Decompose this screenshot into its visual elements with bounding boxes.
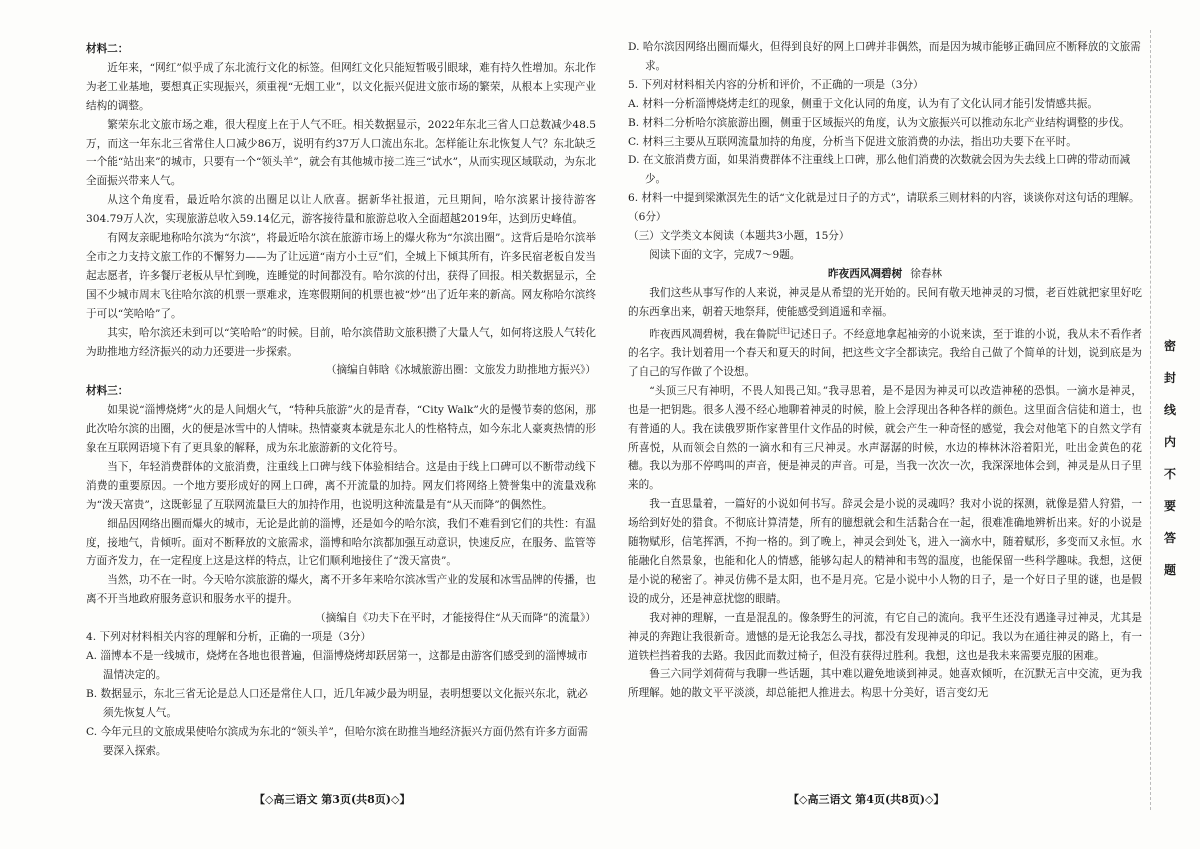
- material-2-paragraph: 有网友亲昵地称哈尔滨为“尔滨”，将最近哈尔滨在旅游市场上的爆火称为“尔滨出圈”。这背后是哈尔滨举全市之力支持文旅工作的不懈努力——为了让远道“南方小土豆”们，全城上下倾其所有，许多民宿老板自发当起志愿者，许多餐厅老板从早忙到晚，连睡觉的时间都没有。哈尔滨的付出，获得了回报。相关数据显示，全国不少城市周末飞往哈尔滨的机票一票难求，连寒假期间的机票也被“炒”出了近年来的新高。网友称哈尔滨终于可以“笑哈哈”了。: [86, 232, 596, 320]
- binding-divider: [1150, 30, 1151, 810]
- page-4-footer: 【◇高三语文 第4页(共8页)◇】: [788, 793, 945, 806]
- binding-char: 封: [1163, 371, 1176, 385]
- page-3-column: [86, 38, 596, 760]
- page-4-column: [628, 38, 1142, 703]
- essay-paragraph: 我对神的理解，一直是混乱的。像条野生的河流，有它自己的流向。我平生还没有遇逢寻过神灵，尤其是神灵的奔跑让我很新奇。遗憾的是无论我怎么寻找，都没有发现神灵的印记。我以为在通往神灵的路上，有一道铁栏挡着我的去路。我因此而数过椅子，但没有获得过胜利。我想，这也是我未来需要克服的困难。: [628, 611, 1142, 662]
- binding-char: 答: [1163, 531, 1176, 545]
- material-3-source: （摘编自《功夫下在平时，才能接得住“从天而降”的流量》）: [315, 612, 596, 625]
- binding-notice: [1160, 330, 1180, 586]
- question-6: 6. 材料一中提到梁漱溟先生的话“文化就是过日子的方式”，请联系三则材料的内容，谈谈你对这句话的理解。（6分）: [628, 192, 1140, 224]
- material-3-paragraph: 细品因网络出圈而爆火的城市，无论是此前的淄博，还是如今的哈尔滨，我们不难看到它们的共性：有温度，接地气，肯倾听。面对不断释放的文旅需求，淄博和哈尔滨都加强互动意识，快速反应，在服务、监管等方面齐发力，在一定程度上这是这样的特点，让它们顺利地接住了“泼天富贵”。: [86, 517, 596, 568]
- material-2-paragraph: 其实，哈尔滨还未到可以“笑哈哈”的时候。目前，哈尔滨借助文旅积攒了大量人气，如何将这股人气转化为助推地方经济振兴的动力还要进一步探索。: [86, 326, 596, 358]
- material-3-paragraph: 当下，年轻消费群体的文旅消费，注重线上口碑与线下体验相结合。这是由于线上口碑可以不断带动线下消费的重要原因。一个地方要形成好的网上口碑，离不开流量的加持。网友们将网络上赞誉集中的流量戏称为“泼天富贵”，这既彰显了互联网流量巨大的加持作用，也说明这种流量是有“从天而降”的偶然性。: [86, 460, 596, 511]
- binding-char: 不: [1163, 467, 1176, 481]
- essay-text: 记述日子。不经意地拿起袖旁的小说来读，至于谁的小说，我从未不看作者的名字。我计划着用一个春天和夏天的时间，把这些文字全都读完。我给自己做了个简单的计划，说到底是为了自己的写作做了个设想。: [628, 328, 1143, 378]
- binding-char: 密: [1163, 339, 1176, 353]
- essay-author: 徐春林: [910, 267, 942, 280]
- question-4-option-b: B. 数据显示，东北三省无论是总人口还是常住人口，近几年减少最为明显，表明想要以文化振兴东北，就必须先恢复人气。: [86, 687, 588, 719]
- question-4-stem: 4. 下列对材料相关内容的理解和分析，正确的一项是（3分）: [86, 631, 372, 644]
- question-5-option-a: A. 材料一分析淄博烧烤走红的现象，侧重于文化认同的角度，认为有了文化认同才能引发情感共振。: [628, 97, 1098, 110]
- binding-char: 要: [1163, 499, 1176, 513]
- material-3-paragraph: 当然，功不在一时。今天哈尔滨旅游的爆火，离不开多年来哈尔滨冰雪产业的发展和冰雪品牌的传播，也离不开当地政府服务意识和服务水平的提升。: [86, 574, 596, 606]
- material-2-paragraph: 从这个角度看，最近哈尔滨的出圈足以让人欣喜。据新华社报道，元旦期间，哈尔滨累计接待游客304.79万人次，实现旅游总收入59.14亿元，游客接待量和旅游总收入全面超越2019年，达到历史峰值。: [86, 194, 596, 226]
- material-2-header: 材料二：: [86, 43, 129, 55]
- page-3-footer: 【◇高三语文 第3页(共8页)◇】: [254, 793, 411, 806]
- binding-char: 线: [1163, 403, 1176, 417]
- material-2-paragraph: 繁荣东北文旅市场之难，很大程度上在于人气不旺。相关数据显示，2022年东北三省人口总数减少48.5万，而这一年东北三省常住人口减少86万，说明有约37万人口流出东北。怎样能让东北恢复人气？东北缺乏一个能“站出来”的城市，只要有一个“领头羊”，就会有其他城市接二连三“试水”，从而实现区域联动，为东北全面振兴带来人气。: [86, 118, 596, 188]
- material-2-paragraph: 近年来，“网红”似乎成了东北流行文化的标签。但网红文化只能短暂吸引眼球，难有持久性增加。东北作为老工业基地，要想真正实现振兴，须重视“无烟工业”，以文化振兴促进文旅市场的繁荣，从根本上实现产业结构的调整。: [86, 61, 596, 112]
- question-5-option-c: C. 材料三主要从互联网流量加持的角度，分析当下促进文旅消费的办法，指出功夫要下在平时。: [628, 135, 1077, 148]
- essay-paragraph: [628, 322, 1142, 382]
- question-4-option-a: A. 淄博本不是一线城市，烧烤在各地也很普遍，但淄博烧烤却跃居第一，这都是由游客们感受到的淄博城市温情决定的。: [86, 650, 588, 681]
- essay-paragraph: 我们这些从事写作的人来说，神灵是从希望的光开始的。民间有敬天地神灵的习惯，老百姓就把家里好吃的东西拿出来，朝着天地祭拜，使能感受到逍遥和幸福。: [628, 286, 1142, 318]
- essay-text: 昨夜西风凋碧树，我在鲁院: [649, 328, 778, 341]
- binding-char: 题: [1163, 563, 1176, 577]
- essay-title-row: [628, 265, 1142, 284]
- question-4-option-d: D. 哈尔滨因网络出圈而爆火，但得到良好的网上口碑并非偶然，而是因为城市能够正确回应不断释放的文旅需求。: [628, 41, 1141, 72]
- question-4-option-c: C. 今年元旦的文旅成果使哈尔滨成为东北的“领头羊”，但哈尔滨在助推当地经济振兴方面仍然有许多方面需要深入探索。: [86, 725, 589, 757]
- binding-char: 内: [1163, 435, 1176, 449]
- essay-title: 昨夜西风凋碧树: [828, 267, 903, 280]
- question-5-option-d: D. 在文旅消费方面，如果消费群体不注重线上口碑，那么他们消费的次数就会因为失去线上口碑的带动而减少。: [628, 154, 1131, 186]
- section-3-instruction: 阅读下面的文字，完成7～9题。: [649, 248, 801, 261]
- question-5-option-b: B. 材料二分析哈尔滨旅游出圈，侧重于区域振兴的角度，认为文旅振兴可以推动东北产业结构调整的步伐。: [628, 116, 1130, 129]
- essay-paragraph: 我一直思量着，一篇好的小说如何书写。辞灵会是小说的灵魂吗？我对小说的探测，就像是猎人狩猎，一场给到好处的猎食。不彻底计算清楚，所有的臆想就会和生活黏合在一起，很难准确地辨析出来。好的小说是随物赋形，信笔挥洒，不拘一格的。到了晚上，神灵会到处飞，进入一滴水中，随着赋形，多变而又永恒。水能融化自然景象，也能和化人的情感，能够勾起人的精神和韦驾的温度，也能保留一些科学趣味。我想，这便是小说的秘密了。神灵仿佛不是太阳，也不是月亮。它是小说中小人物的日子，是一个好日子里的谜，也是假设的成分，还是神意扰惚的眼睛。: [628, 498, 1142, 605]
- section-3-heading: （三）文学类文本阅读（本题共3小题，15分）: [628, 230, 850, 243]
- essay-paragraph: “头顶三尺有神明，不畏人知畏己知。”我寻思着，是不是因为神灵可以改造神秘的恐惧。一滴水是神灵，也是一把钥匙。很多人漫不经心地聊着神灵的时候，脸上会浮现出各种各样的颜色。这里面含信徒和道士，也有普通的人。我在读俄罗斯作家普里什文作品的时候，就会产生一种奇怪的感觉，我会对他笔下的自然文学有所喜悦，从而领会自然的一滴水和有三尺神灵。水声潺潺的时候，水边的棒林沐浴着阳光，吐出金黄色的花穗。我以为那不停鸣叫的声音，便是神灵的声音。可是，当我一次次一次，我深深地体会到，神灵是从日子里来的。: [628, 384, 1142, 492]
- question-5-stem: 5. 下列对材料相关内容的分析和评价，不正确的一项是（3分）: [628, 78, 924, 91]
- essay-paragraph: 鲁三六同学刘荷荷与我聊一些话题，其中难以避免地谈到神灵。她喜欢倾听，在沉默无言中交流，更为我所理解。她的散文平平淡淡，却总能把人推进去。构思十分美好，语言变幻无: [628, 668, 1142, 700]
- material-2-source: （摘编自韩晗《冰城旅游出圈：文旅发力助推地方振兴》）: [325, 364, 596, 377]
- material-3-header: 材料三：: [86, 385, 129, 398]
- footnote-marker: [注]: [777, 326, 790, 335]
- material-3-paragraph: 如果说“淄博烧烤”火的是人间烟火气，“特种兵旅游”火的是青春，“City Walk”火的是慢节奏的悠闲，那此次哈尔滨的出圈，火的便是冰雪中的人情味。热情豪爽本就是东北人的性格特点，如今东北人豪爽热情的形象在互联网语境下有了更具象的解释，成为东北旅游新的文化符号。: [86, 404, 596, 455]
